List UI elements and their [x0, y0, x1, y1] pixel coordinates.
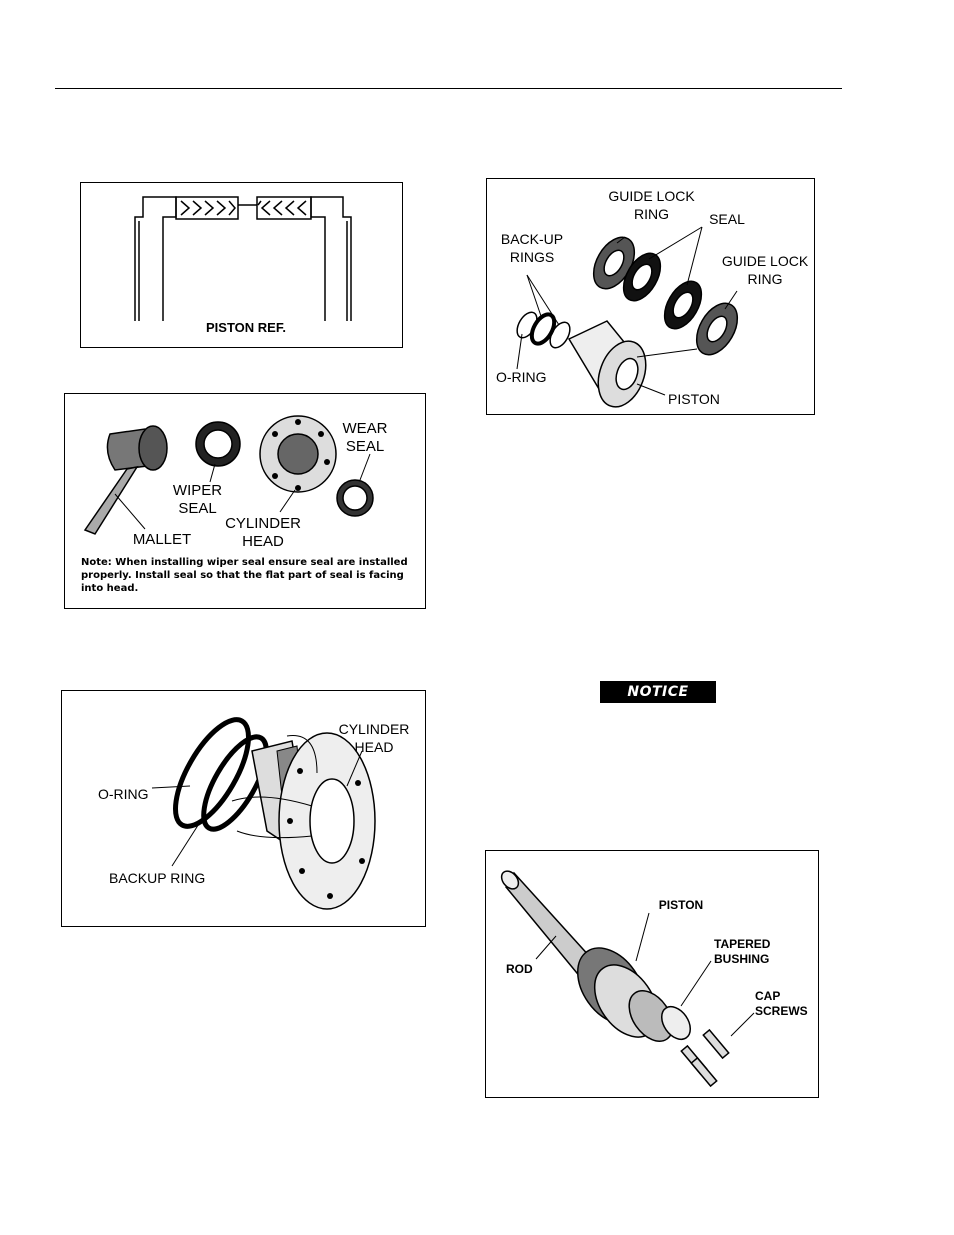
notice-badge: NOTICE	[600, 681, 716, 703]
header-rule	[55, 88, 842, 89]
back-up-rings-label: BACK-UP RINGS	[500, 231, 564, 265]
piston-label: PISTON	[658, 898, 704, 912]
mallet-label: MALLET	[132, 531, 192, 548]
cap-screws-label: CAP SCREWS	[755, 989, 808, 1018]
wiper-seal-label: WIPER SEAL	[172, 482, 223, 517]
tapered-bushing-label: TAPERED BUSHING	[714, 937, 771, 966]
o-ring-label: O-RING	[98, 786, 149, 802]
seal-label: SEAL	[709, 211, 745, 227]
cylinder-head-label: CYLINDER HEAD	[225, 515, 301, 550]
figure-oring-backup	[61, 690, 426, 927]
o-ring-label: O-RING	[496, 369, 547, 385]
piston-label: PISTON	[668, 391, 720, 407]
figure-rod-piston	[485, 850, 819, 1098]
figure-wiper-seal	[64, 393, 426, 609]
wear-seal-label: WEAR SEAL	[342, 420, 388, 455]
wiper-seal-note: Note: When installing wiper seal ensure seal are installed properly. Install seal so that the flat part of seal is facing into head.	[81, 557, 408, 594]
cylinder-head-label: CYLINDER HEAD	[338, 721, 410, 755]
figure-piston-rings	[486, 178, 815, 415]
rod-label: ROD	[506, 962, 533, 976]
guide-lock-ring-top-label: GUIDE LOCK RING	[608, 188, 695, 222]
piston-ref-label: PISTON REF.	[206, 320, 286, 335]
guide-lock-ring-right-label: GUIDE LOCK RING	[721, 253, 809, 287]
backup-ring-label: BACKUP RING	[109, 870, 206, 886]
figure-piston-ref	[80, 182, 403, 348]
